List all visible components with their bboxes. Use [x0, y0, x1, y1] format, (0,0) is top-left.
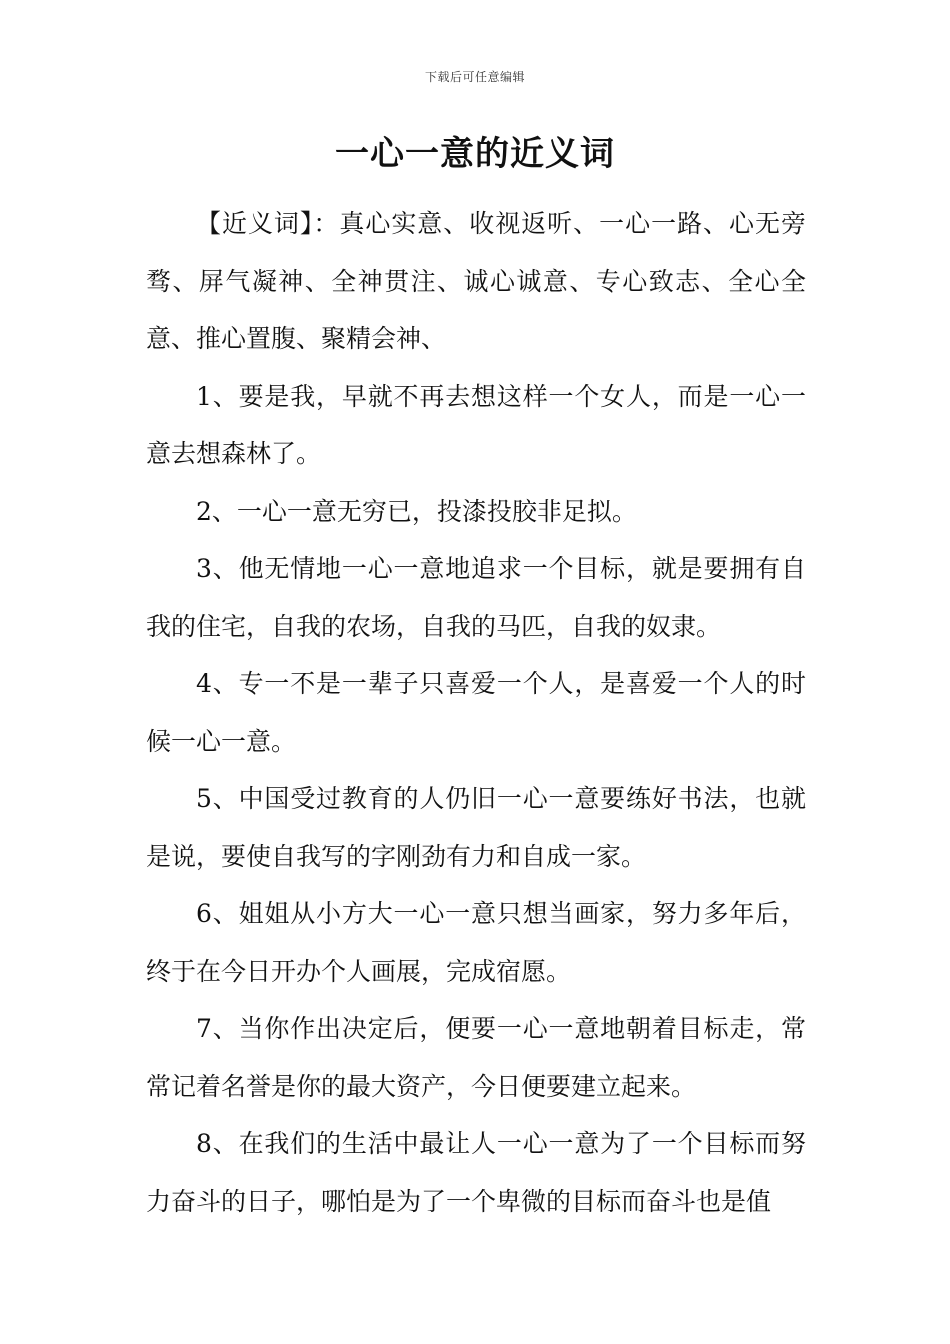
- paragraph-example-7: 7、当你作出决定后，便要一心一意地朝着目标走，常常记着名誉是你的最大资产，今日便要建立起来。: [146, 1014, 806, 1101]
- paragraph-example-5: 5、中国受过教育的人仍旧一心一意要练好书法，也就是说，要使自我写的字刚劲有力和自成一家。: [146, 784, 806, 871]
- paragraph-example-1: 1、要是我，早就不再去想这样一个女人，而是一心一意去想森林了。: [146, 381, 806, 468]
- paragraph-example-4: 4、专一不是一辈子只喜爱一个人，是喜爱一个人的时候一心一意。: [146, 669, 806, 756]
- page-title: 一心一意的近义词: [335, 134, 615, 174]
- paragraph-example-6: 6、姐姐从小方大一心一意只想当画家，努力多年后，终于在今日开办个人画展，完成宿愿。: [146, 899, 806, 986]
- header-note: 下载后可任意编辑: [424, 70, 525, 84]
- paragraph-example-3: 3、他无情地一心一意地追求一个目标，就是要拥有自我的住宅，自我的农场，自我的马匹，自我的奴隶。: [146, 554, 806, 641]
- paragraph-example-2: 2、一心一意无穷已，投漆投胶非足拟。: [196, 496, 637, 526]
- paragraph-example-8: 8、在我们的生活中最让人一心一意为了一个目标而努力奋斗的日子，哪怕是为了一个卑微的目标而奋斗也是值: [146, 1129, 806, 1216]
- document-body: [146, 195, 806, 1230]
- paragraph-synonyms: 【近义词】：真心实意、收视返听、一心一路、心无旁骛、屏气凝神、全神贯注、诚心诚意、专心致志、全心全意、推心置腹、聚精会神、: [146, 209, 806, 353]
